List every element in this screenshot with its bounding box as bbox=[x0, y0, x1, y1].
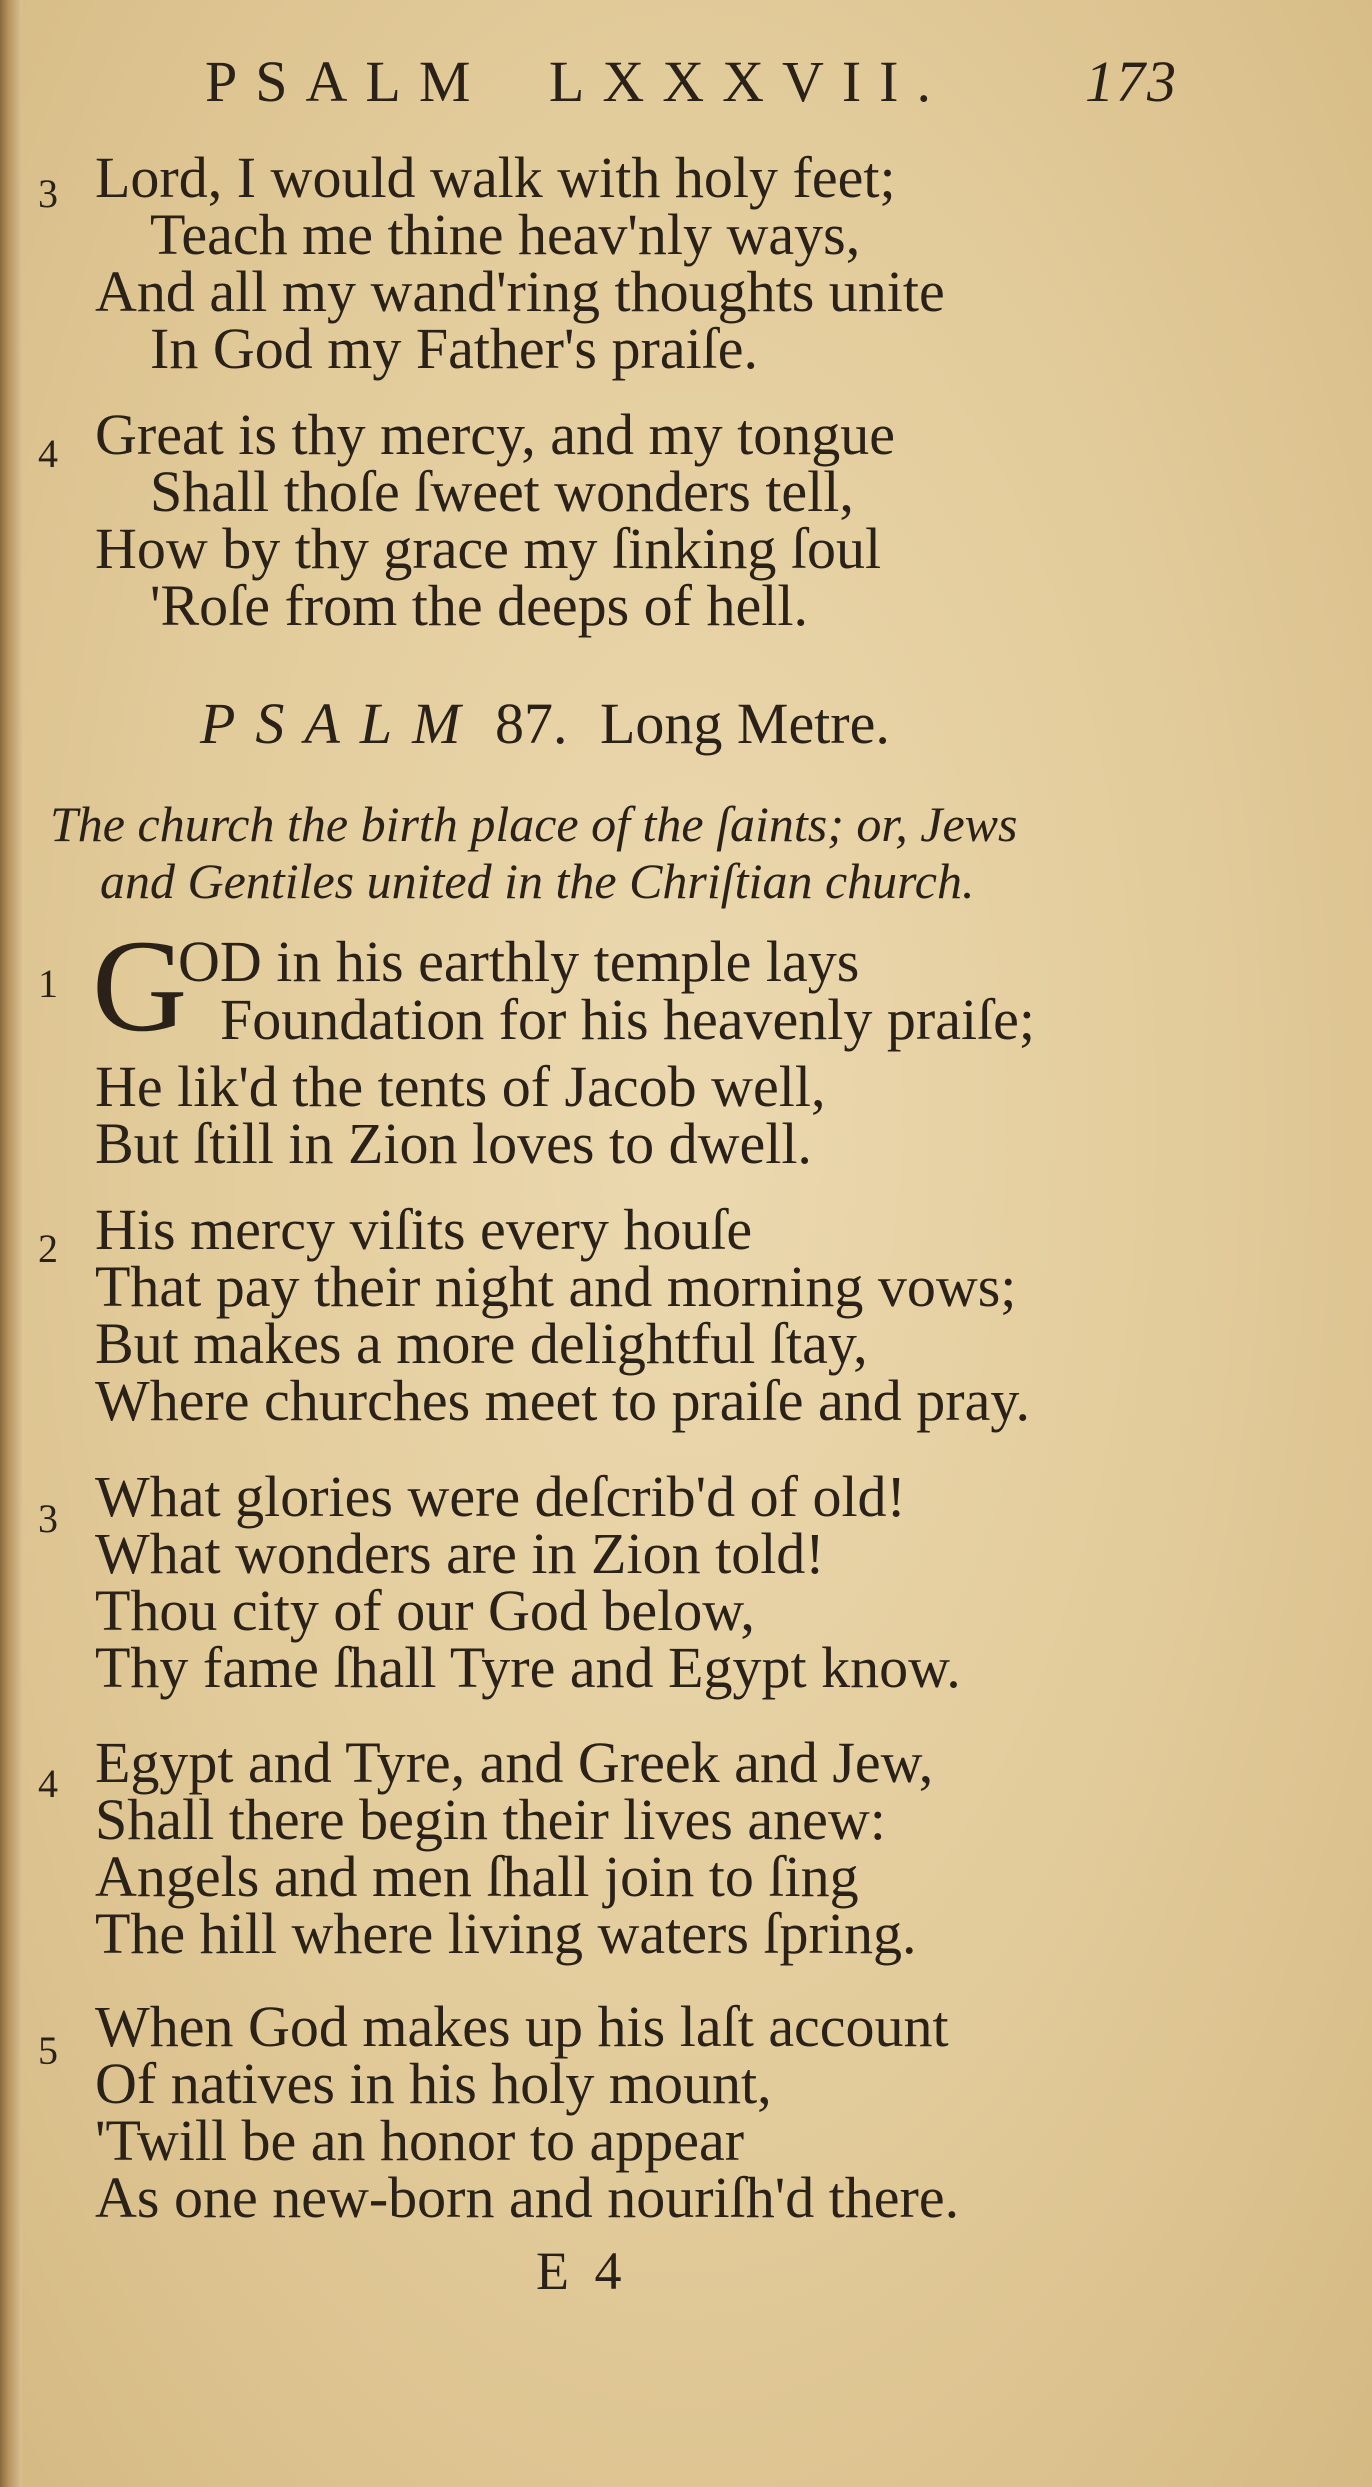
verse-line: His mercy viſits every houſe bbox=[95, 1197, 753, 1262]
verse-line: Angels and men ſhall join to ſing bbox=[95, 1844, 859, 1909]
verse-line: Thy fame ſhall Tyre and Egypt know. bbox=[95, 1635, 961, 1700]
psalm-word: PSALM bbox=[200, 691, 481, 756]
verse-line: The hill where living waters ſpring. bbox=[95, 1901, 917, 1966]
verse-line: But makes a more delightful ſtay, bbox=[95, 1311, 868, 1376]
verse-line: In God my Father's praiſe. bbox=[150, 316, 759, 381]
verse-line: Egypt and Tyre, and Greek and Jew, bbox=[95, 1730, 934, 1795]
verse-line: But ſtill in Zion loves to dwell. bbox=[95, 1111, 812, 1176]
verse-line: Shall thoſe ſweet wonders tell, bbox=[150, 459, 854, 524]
verse-line: Teach me thine heav'nly ways, bbox=[150, 202, 861, 267]
stanza-number: 1 bbox=[38, 961, 58, 1006]
verse-line: Lord, I would walk with holy feet; bbox=[95, 145, 896, 210]
psalm-subtitle-line-1: The church the birth place of the ſaints; or, Jews bbox=[50, 796, 1018, 852]
verse-line: Of natives in his holy mount, bbox=[95, 2051, 772, 2116]
stanza-number: 2 bbox=[38, 1226, 58, 1271]
stanza-number: 3 bbox=[38, 171, 58, 216]
drop-cap: G bbox=[92, 912, 188, 1059]
verse-line: When God makes up his laſt account bbox=[95, 1994, 949, 2059]
psalm-metre: Long Metre. bbox=[599, 691, 890, 756]
verse-line: What glories were deſcrib'd of old! bbox=[95, 1464, 906, 1529]
verse-line: What wonders are in Zion told! bbox=[95, 1521, 825, 1586]
verse-line: Thou city of our God below, bbox=[95, 1578, 755, 1643]
verse-line: 'Twill be an honor to appear bbox=[95, 2108, 745, 2173]
psalm-number: 87. bbox=[494, 691, 568, 756]
verse-line: Foundation for his heavenly praiſe; bbox=[220, 987, 1036, 1052]
verse-line: He lik'd the tents of Jacob well, bbox=[95, 1054, 826, 1119]
verse-line: OD in his earthly temple lays bbox=[178, 929, 860, 994]
stanza-number: 5 bbox=[38, 2028, 58, 2073]
page-header bbox=[205, 48, 1205, 118]
verse-line: And all my wand'ring thoughts unite bbox=[95, 259, 945, 324]
signature-mark: E 4 bbox=[536, 2241, 628, 2301]
verse-line: Great is thy mercy, and my tongue bbox=[95, 402, 895, 467]
verse-line: As one new-born and nouriſh'd there. bbox=[95, 2165, 960, 2230]
psalm-title bbox=[200, 690, 890, 757]
page-number: 173 bbox=[1085, 49, 1178, 114]
psalm-subtitle-line-2: and Gentiles united in the Chriſtian church. bbox=[100, 853, 975, 909]
stanza-number: 4 bbox=[38, 431, 58, 476]
page-gutter bbox=[0, 0, 22, 2487]
running-title: PSALM LXXXVII. bbox=[205, 49, 949, 114]
verse-line: How by thy grace my ſinking ſoul bbox=[95, 516, 882, 581]
stanza-number: 3 bbox=[38, 1496, 58, 1541]
verse-line: Where churches meet to praiſe and pray. bbox=[95, 1368, 1031, 1433]
stanza-number: 4 bbox=[38, 1761, 58, 1806]
verse-line: Shall there begin their lives anew: bbox=[95, 1787, 886, 1852]
verse-line: That pay their night and morning vows; bbox=[95, 1254, 1017, 1319]
verse-line: 'Roſe from the deeps of hell. bbox=[150, 573, 808, 638]
